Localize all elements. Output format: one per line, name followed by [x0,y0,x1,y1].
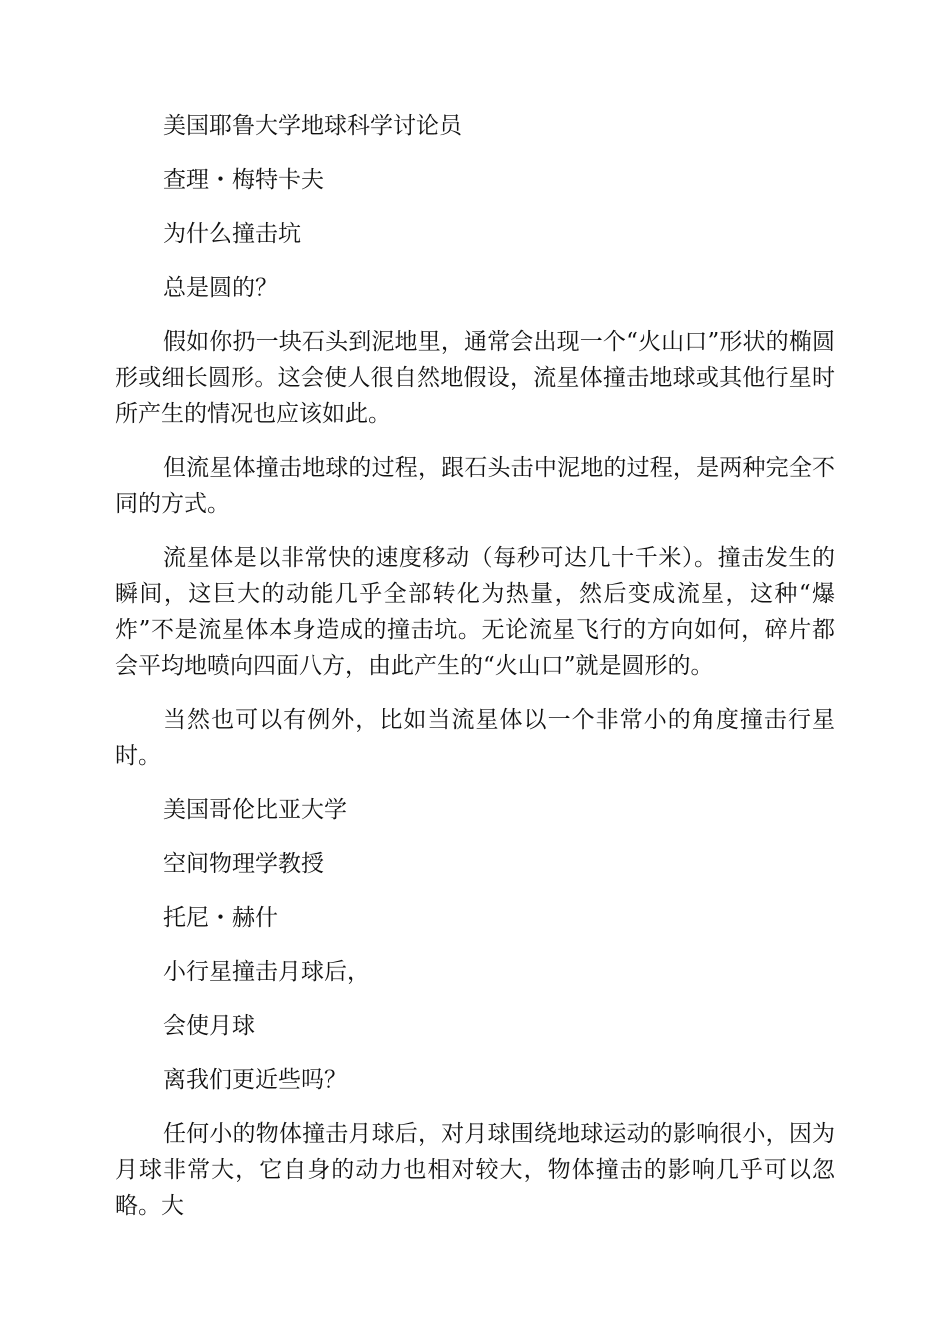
paragraph-9: 美国哥伦比亚大学 [163,797,347,823]
paragraph-6: 但流星体撞击地球的过程，跟石头击中泥地的过程，是两种完全不同的方式。 [115,455,835,517]
paragraph-1: 美国耶鲁大学地球科学讨论员 [163,113,462,139]
paragraph-5: 假如你扔一块石头到泥地里，通常会出现一个“火山口”形状的椭圆形或细长圆形。这会使人很自然地假设，流星体撞击地球或其他行星时所产生的情况也应该如此。 [115,329,835,427]
paragraph-11: 托尼・赫什 [163,905,278,931]
paragraph-14: 离我们更近些吗？ [163,1067,347,1093]
paragraph-13: 会使月球 [163,1013,255,1039]
paragraph-10: 空间物理学教授 [163,851,324,877]
paragraph-2: 查理・梅特卡夫 [163,167,324,193]
paragraph-3: 为什么撞击坑 [163,221,301,247]
paragraph-12: 小行星撞击月球后， [163,959,370,985]
paragraph-15: 任何小的物体撞击月球后，对月球围绕地球运动的影响很小，因为月球非常大，它自身的动力也相对较大，物体撞击的影响几乎可以忽略。大 [115,1121,835,1219]
paragraph-4: 总是圆的？ [163,275,278,301]
paragraph-7: 流星体是以非常快的速度移动（每秒可达几十千米）。撞击发生的瞬间，这巨大的动能几乎全部转化为热量，然后变成流星，这种“爆炸”不是流星体本身造成的撞击坑。无论流星飞行的方向如何，碎片都会平均地喷向四面八方，由此产生的“火山口”就是圆形的。 [115,545,835,679]
document-body [115,108,835,1242]
paragraph-8: 当然也可以有例外，比如当流星体以一个非常小的角度撞击行星时。 [115,707,835,769]
